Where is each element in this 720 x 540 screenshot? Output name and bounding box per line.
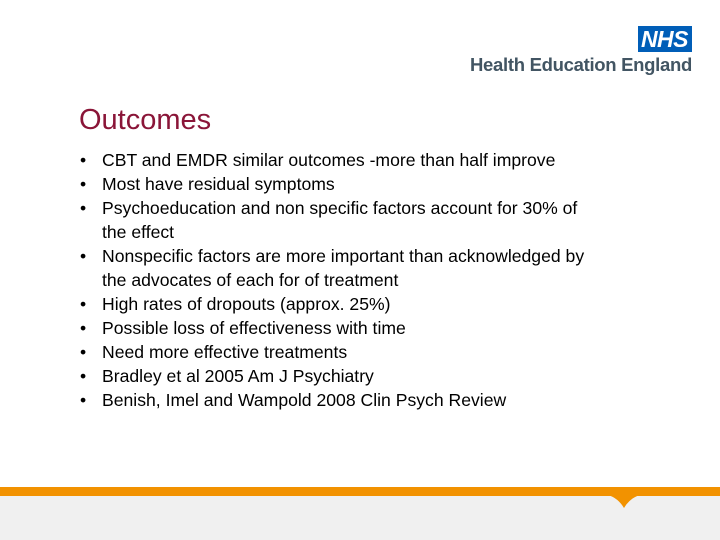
- bullet-item: [80, 388, 590, 412]
- nhs-logo: NHS: [638, 26, 692, 52]
- bullet-text: Nonspecific factors are more important than acknowledged by the advocates of each for of treatment: [102, 246, 585, 290]
- bullet-text: Most have residual symptoms: [102, 174, 335, 194]
- bullet-item: [80, 196, 590, 244]
- bullet-item: [80, 364, 590, 388]
- bullet-text: Possible loss of effectiveness with time: [102, 318, 406, 338]
- bullet-text: CBT and EMDR similar outcomes -more than half improve: [102, 150, 556, 170]
- bullet-dot-icon: •: [80, 150, 87, 170]
- bullet-text: High rates of dropouts (approx. 25%): [102, 294, 391, 314]
- footer-notch-icon: [608, 495, 640, 509]
- nhs-hee-logo: [432, 26, 692, 78]
- bullet-dot-icon: •: [80, 294, 87, 314]
- bullet-dot-icon: •: [80, 390, 87, 410]
- organisation-name: Health Education England: [469, 54, 692, 75]
- bullet-dot-icon: •: [80, 342, 87, 362]
- bullet-text: Psychoeducation and non specific factors account for 30% of the effect: [102, 198, 578, 242]
- bullet-item: [80, 340, 590, 364]
- bullet-text: Bradley et al 2005 Am J Psychiatry: [102, 366, 374, 386]
- bullet-text: Benish, Imel and Wampold 2008 Clin Psych Review: [102, 390, 507, 410]
- bullet-item: [80, 316, 590, 340]
- bullet-list: [80, 148, 590, 412]
- bullet-dot-icon: •: [80, 318, 87, 338]
- bullet-item: [80, 172, 590, 196]
- bullet-dot-icon: •: [80, 366, 87, 386]
- bullet-text: Need more effective treatments: [102, 342, 348, 362]
- bullet-dot-icon: •: [80, 174, 87, 194]
- bullet-item: [80, 244, 590, 292]
- bullet-item: [80, 292, 590, 316]
- slide-title: Outcomes: [79, 104, 212, 136]
- bullet-dot-icon: •: [80, 198, 87, 218]
- bullet-item: [80, 148, 590, 172]
- bullet-dot-icon: •: [80, 246, 87, 266]
